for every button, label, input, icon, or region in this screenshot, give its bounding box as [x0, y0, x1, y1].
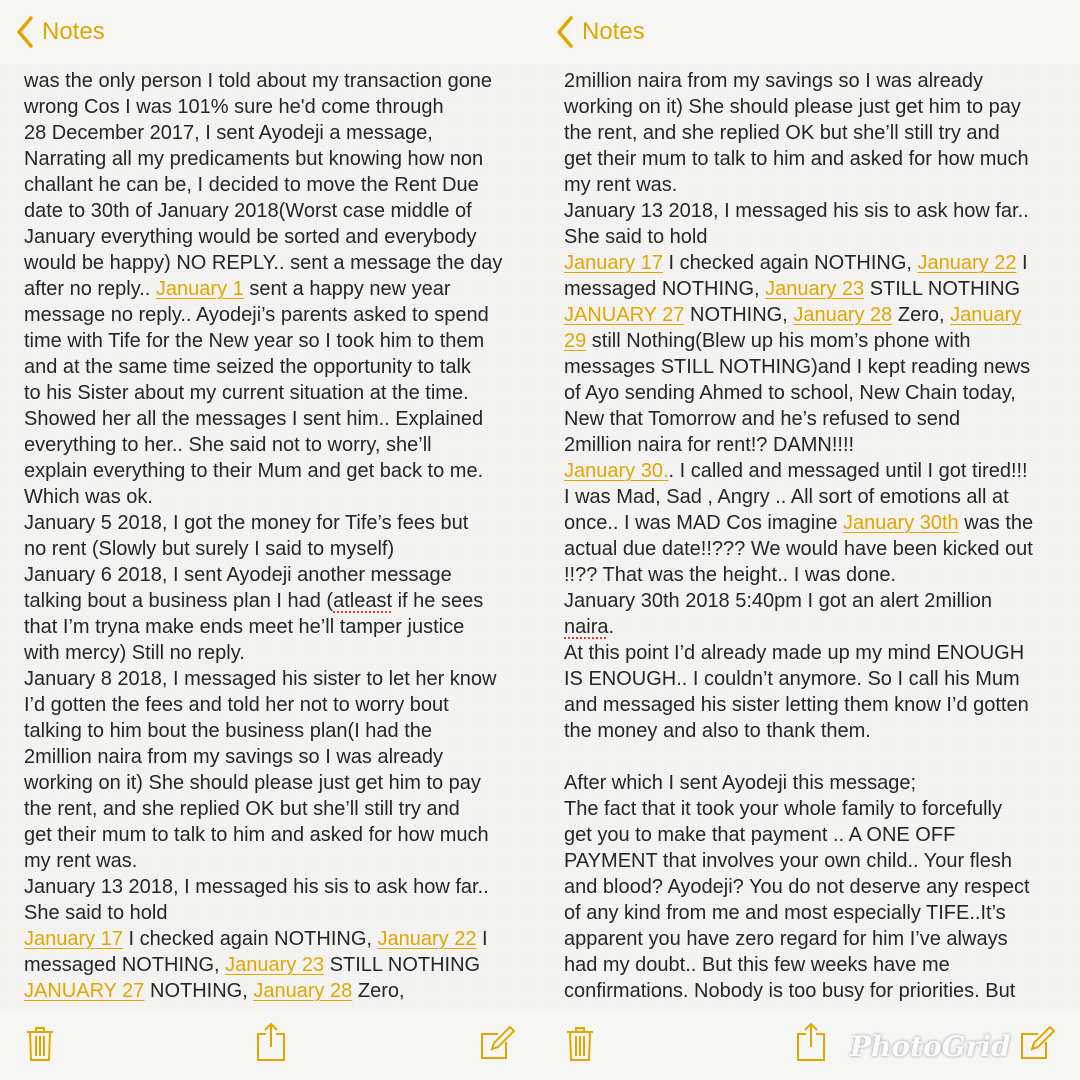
trash-icon [26, 1026, 54, 1062]
note-text: everything to her.. She said not to worry, she’ll [24, 434, 432, 456]
note-text: the rent, and she replied OK but she’ll still try and [564, 122, 1000, 144]
note-text: get their mum to talk to him and asked for how much [24, 824, 489, 846]
note-line [564, 406, 1074, 432]
compose-icon [480, 1022, 516, 1060]
note-line [564, 796, 1074, 822]
note-line [564, 484, 1074, 510]
note-text: and at the same time seized the opportunity to talk [24, 356, 471, 378]
note-line [564, 588, 1074, 614]
note-line [564, 744, 1074, 770]
note-line [24, 978, 534, 1004]
note-text: 2million naira from my savings so I was already [564, 70, 984, 92]
note-panel-right [540, 0, 1080, 1080]
chevron-left-icon [554, 15, 576, 49]
note-line [24, 666, 534, 692]
note-text: She said to hold [564, 226, 708, 248]
share-button[interactable] [256, 1022, 286, 1062]
note-text: my rent was. [24, 850, 138, 872]
note-line [564, 198, 1074, 224]
note-line [564, 120, 1074, 146]
date-link[interactable]: January 17 [564, 252, 663, 274]
compose-icon [1020, 1022, 1056, 1060]
note-text: Which was ok. [24, 486, 153, 508]
note-text: was the [958, 512, 1034, 534]
note-line [564, 250, 1074, 276]
note-text: explain everything to their Mum and get back to me. [24, 460, 484, 482]
note-line [24, 874, 534, 900]
nav-bar [0, 0, 540, 64]
misspelled-word: atleast [333, 590, 393, 612]
note-text: January 13 2018, I messaged his sis to ask how far.. [24, 876, 489, 898]
note-text: had my doubt.. But this few weeks have me [564, 954, 950, 976]
note-text: January everything would be sorted and everybody [24, 226, 477, 248]
note-line [24, 744, 534, 770]
note-text: Zero, [352, 980, 405, 1002]
note-line [24, 796, 534, 822]
note-line [564, 432, 1074, 458]
share-icon [256, 1022, 286, 1062]
note-text: STILL NOTHING [324, 954, 481, 976]
note-text: messaged NOTHING, [24, 954, 226, 976]
note-line [564, 926, 1074, 952]
note-text: still Nothing(Blew up his mom’s phone with [586, 330, 971, 352]
note-text: PAYMENT that involves your own child.. Your flesh [564, 850, 1012, 872]
note-text: of Ayo sending Ahmed to school, New Chain today, [564, 382, 1016, 404]
compose-button[interactable] [480, 1022, 516, 1060]
note-line [564, 822, 1074, 848]
note-text: . [608, 616, 615, 638]
date-link[interactable]: January 23 [765, 278, 865, 300]
note-line [564, 692, 1074, 718]
note-line [24, 900, 534, 926]
date-link[interactable]: January 1 [155, 278, 244, 300]
note-text: January 5 2018, I got the money for Tife’s fees but [24, 512, 469, 534]
note-text: get you to make that payment .. A ONE OFF [564, 824, 956, 846]
note-text: talking bout a business plan I had ( [24, 590, 334, 612]
note-text: confirmations. Nobody is too busy for priorities. But [564, 980, 1016, 1002]
note-text: the rent, and she replied OK but she’ll still try and [24, 798, 460, 820]
note-text: January 8 2018, I messaged his sister to let her know [24, 668, 497, 690]
note-line [564, 276, 1074, 302]
note-line [564, 354, 1074, 380]
note-text: January 6 2018, I sent Ayodeji another message [24, 564, 452, 586]
note-text: I checked again NOTHING, [122, 928, 378, 950]
delete-button[interactable] [566, 1026, 594, 1062]
date-link[interactable]: January 22 [377, 928, 477, 950]
note-text: working on it) She should please just get him to pay [564, 96, 1021, 118]
note-text: if he sees [392, 590, 484, 612]
share-icon [796, 1022, 826, 1062]
note-line [564, 874, 1074, 900]
note-line [24, 354, 534, 380]
note-line [564, 666, 1074, 692]
note-text: messages STILL NOTHING)and I kept reading news [564, 356, 1031, 378]
note-line [564, 302, 1074, 328]
date-link[interactable]: January 23 [225, 954, 325, 976]
back-to-notes-button[interactable] [554, 15, 645, 49]
note-line [24, 614, 534, 640]
note-line [24, 198, 534, 224]
note-line [564, 536, 1074, 562]
note-line [24, 94, 534, 120]
note-text: apparent you have zero regard for him I’ve always [564, 928, 1008, 950]
note-line [564, 510, 1074, 536]
note-line [564, 224, 1074, 250]
note-line [564, 380, 1074, 406]
chevron-left-icon [14, 15, 36, 49]
note-text: I [1016, 252, 1028, 274]
note-text: of any kind from me and most especially TIFE..It’s [564, 902, 1006, 924]
note-text: 28 December 2017, I sent Ayodeji a message, [24, 122, 433, 144]
note-text: I checked again NOTHING, [662, 252, 918, 274]
note-body[interactable] [24, 68, 534, 1004]
note-line [564, 614, 1074, 640]
note-line [564, 94, 1074, 120]
date-link[interactable]: January 17 [24, 928, 123, 950]
date-link[interactable]: January 30th [843, 512, 959, 534]
note-line [24, 68, 534, 94]
date-link[interactable]: JANUARY 27 [564, 304, 685, 326]
note-line [564, 68, 1074, 94]
bottom-toolbar [0, 1012, 540, 1080]
note-text: STILL NOTHING [864, 278, 1021, 300]
note-line [24, 952, 534, 978]
note-text: I’d gotten the fees and told her not to worry bout [24, 694, 449, 716]
note-line [24, 718, 534, 744]
note-line [564, 640, 1074, 666]
note-line [24, 770, 534, 796]
note-text: that I’m tryna make ends meet he’ll tamper justice [24, 616, 465, 638]
note-text: after no reply.. [24, 278, 156, 300]
date-link[interactable]: 29 [564, 330, 587, 352]
note-line [24, 562, 534, 588]
note-line [564, 718, 1074, 744]
note-line [24, 822, 534, 848]
trash-icon [566, 1026, 594, 1062]
note-text: . I called and messaged until I got tired!!! [668, 460, 1028, 482]
note-text: with mercy) Still no reply. [24, 642, 245, 664]
note-line [564, 978, 1074, 1004]
note-text: !!?? That was the height.. I was done. [564, 564, 897, 586]
back-label: Notes [42, 18, 105, 45]
note-text: and messaged his sister letting them know I’d gotten [564, 694, 1029, 716]
note-text: get their mum to talk to him and asked for how much [564, 148, 1029, 170]
note-line [24, 224, 534, 250]
note-text: January 30th 2018 5:40pm I got an alert 2million [564, 590, 993, 612]
date-link[interactable]: January 28 [253, 980, 353, 1002]
note-line [24, 848, 534, 874]
photogrid-watermark: PhotoGrid [850, 1030, 1011, 1063]
note-text: 2million naira for rent!? DAMN!!!! [564, 434, 855, 456]
date-link[interactable]: JANUARY 27 [24, 980, 145, 1002]
note-line [24, 536, 534, 562]
back-to-notes-button[interactable] [14, 15, 105, 49]
note-text: 2million naira from my savings so I was already [24, 746, 444, 768]
note-line [564, 952, 1074, 978]
note-line [24, 120, 534, 146]
note-text: Narrating all my predicaments but knowing how non [24, 148, 484, 170]
note-text: was the only person I told about my transaction gone [24, 70, 493, 92]
note-line [24, 926, 534, 952]
note-line [24, 432, 534, 458]
nav-bar [540, 0, 1080, 64]
back-label: Notes [582, 18, 645, 45]
note-line [24, 484, 534, 510]
note-text: talking to him bout the business plan(I had the [24, 720, 433, 742]
date-link[interactable]: January [950, 304, 1022, 326]
note-line [564, 172, 1074, 198]
note-text: actual due date!!??? We would have been kicked out [564, 538, 1033, 560]
note-line [564, 458, 1074, 484]
note-text: no rent (Slowly but surely I said to myself) [24, 538, 395, 560]
note-text: Showed her all the messages I sent him.. Explained [24, 408, 484, 430]
note-text: After which I sent Ayodeji this message; [564, 772, 917, 794]
note-text: She said to hold [24, 902, 168, 924]
note-line [24, 328, 534, 354]
note-text: message no reply.. Ayodeji’s parents asked to spend [24, 304, 489, 326]
note-text: IS ENOUGH.. I couldn’t anymore. So I call his Mum [564, 668, 1020, 690]
note-line [24, 172, 534, 198]
note-line [24, 380, 534, 406]
note-line [24, 146, 534, 172]
note-text: working on it) She should please just get him to pay [24, 772, 481, 794]
delete-button[interactable] [26, 1026, 54, 1062]
note-line [24, 302, 534, 328]
note-line [24, 510, 534, 536]
note-line [564, 146, 1074, 172]
note-text: sent a happy new year [243, 278, 451, 300]
note-line [24, 250, 534, 276]
note-line [24, 692, 534, 718]
note-text: messaged NOTHING, [564, 278, 766, 300]
note-text: I [476, 928, 488, 950]
date-link[interactable]: January 28 [793, 304, 893, 326]
note-line [24, 276, 534, 302]
note-text: once.. I was MAD Cos imagine [564, 512, 843, 534]
note-body[interactable] [564, 68, 1074, 1004]
note-text: Zero, [892, 304, 951, 326]
note-line [24, 406, 534, 432]
note-text: time with Tife for the New year so I took him to them [24, 330, 485, 352]
note-text: my rent was. [564, 174, 678, 196]
note-line [24, 588, 534, 614]
note-text: I was Mad, Sad , Angry .. All sort of emotions all at [564, 486, 1009, 508]
note-line [24, 640, 534, 666]
note-line [564, 848, 1074, 874]
note-text: January 13 2018, I messaged his sis to ask how far.. [564, 200, 1029, 222]
note-line [564, 770, 1074, 796]
note-text: New that Tomorrow and he’s refused to send [564, 408, 961, 430]
note-text: At this point I’d already made up my mind ENOUGH [564, 642, 1025, 664]
note-text: NOTHING, [684, 304, 794, 326]
date-link[interactable]: January 30. [564, 460, 669, 482]
misspelled-word: naira [564, 616, 609, 638]
note-line [564, 900, 1074, 926]
note-text: date to 30th of January 2018(Worst case middle of [24, 200, 472, 222]
note-text: challant he can be, I decided to move the Rent Due [24, 174, 479, 196]
note-text: NOTHING, [144, 980, 254, 1002]
note-line [564, 328, 1074, 354]
note-text: to his Sister about my current situation at the time. [24, 382, 469, 404]
share-button[interactable] [796, 1022, 826, 1062]
note-text: the money and also to thank them. [564, 720, 871, 742]
note-text: wrong Cos I was 101% sure he'd come through [24, 96, 444, 118]
note-text: The fact that it took your whole family to forcefully [564, 798, 1002, 820]
compose-button[interactable] [1020, 1022, 1056, 1060]
note-text: would be happy) NO REPLY.. sent a message the day [24, 252, 503, 274]
note-line [564, 562, 1074, 588]
note-text: and blood? Ayodeji? You do not deserve any respect [564, 876, 1030, 898]
date-link[interactable]: January 22 [917, 252, 1017, 274]
note-line [24, 458, 534, 484]
